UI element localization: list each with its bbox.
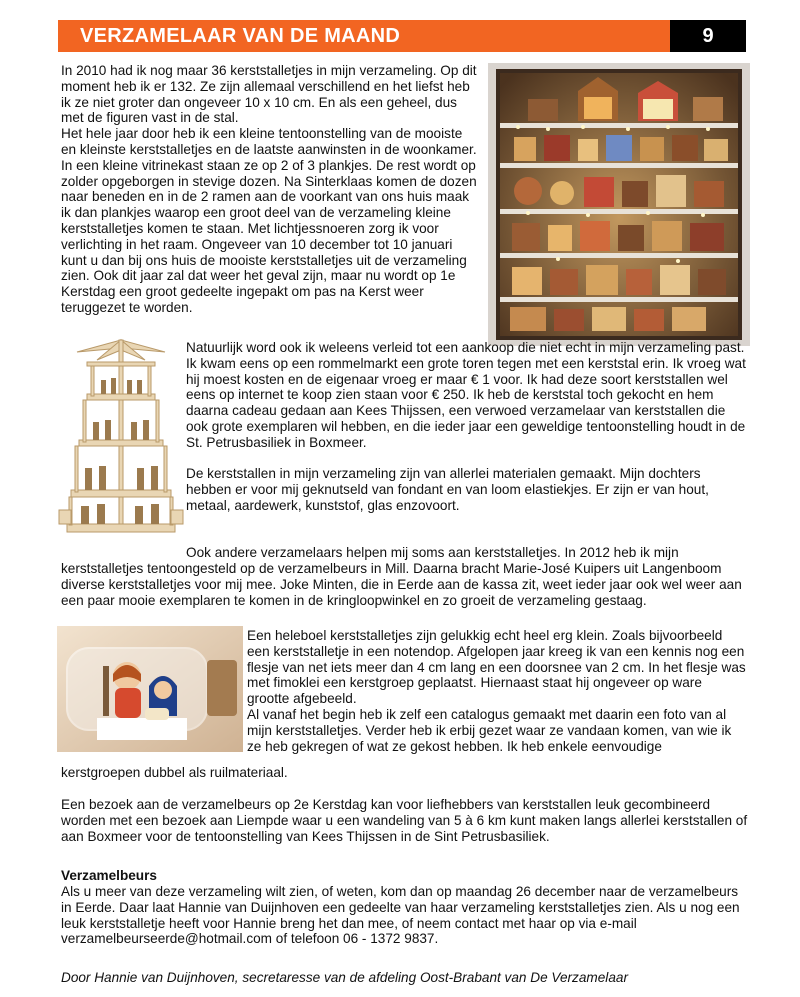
section-title: VERZAMELAAR VAN DE MAAND: [58, 20, 670, 52]
bottle-paragraph-1: Een heleboel kerststalletjes zijn gelukkig echt heel erg klein. Zoals bijvoorbeeld een kerststalletje in een notendop. Afgelopen jaar kreeg ik van een kennis nog een flesje van net iets meer dan 4 cm lang en een doorsnee van 2 cm. In het flesje was met fimoklei een kerstgroep geplaatst. Hiernaast staat hij ongeveer op ware grootte afgebeeld.: [247, 628, 746, 707]
byline: Door Hannie van Duijnhoven, secretaresse van de afdeling Oost-Brabant van De Verzamelaar: [61, 970, 628, 985]
display-case-photo: [488, 63, 750, 346]
catalogue-paragraph: Al vanaf het begin heb ik zelf een catalogus gemaakt met daarin een foto van al mijn kerststalletjes. Verder heb ik erbij gezet waar ze vandaan komen, van wie ik ze heb gekregen of wat ze gekost hebben. Ik heb enkele eenvoudige: [247, 706, 732, 754]
other-collectors-first-line: Ook andere verzamelaars helpen mij soms aan kerststalletjes. In 2012 heb ik mijn: [186, 545, 679, 560]
fair-heading: Verzamelbeurs: [61, 868, 157, 883]
intro-paragraph-2: Het hele jaar door heb ik een kleine tentoonstelling van de mooiste en kleinste kerststalletjes en de laatste aanwinsten in de woonkamer. In een kleine vitrinekast staan ze op 2 of 3 plankjes. De rest wordt op zolder opgeborgen in stevige dozen. Na Sinterklaas komen de dozen naar beneden en in de 2 ramen aan de voorkant van ons huis maak ik dan plankjes waarop een groot deel van de verzameling kleine kerststalletjes komen te staan. Met lichtjessnoeren zorg ik voor verlichting in het raam. Ongeveer van 10 december tot 10 januari kunt u dan bij ons huis de mooiste kerststalletjes uit de verzameling zien. Ook dit jaar zal dat weer het geval zijn, maar nu wordt op 1e Kerstdag een groot gedeelte ingepakt om pas na Kerst weer teruggezet te worden.: [61, 126, 477, 315]
page-header: [58, 20, 746, 52]
pyramid-text: [186, 340, 748, 514]
intro-paragraph-1: In 2010 had ik nog maar 36 kerststalletjes in mijn verzameling. Op dit moment heb ik er 132. Ze zijn allemaal verschillend en het liefst heb ik ze niet groter dan ongeveer 10 x 10 cm. En als een geheel, dus met de figuren vast in de stal.: [61, 63, 477, 126]
other-collectors-text: kerststalletjes tentoongesteld op de verzamelbeurs in Mill. Daarna bracht Marie-José Kuipers uit Langenboom diverse kerststalletjes voor mij mee. Joke Minten, die in Eerde aan de kassa zit, weet ieder jaar ook wel weer aan een paar mooie exemplaren te komen in de kringloopwinkel en zo groeit de verzameling gestaag.: [61, 561, 742, 608]
materials-paragraph: De kerststallen in mijn verzameling zijn van allerlei materialen gemaakt. Mijn dochters hebben er voor mij geknutseld van fondant en van loom elastiekjes. Er zijn er van hout, metaal, aardewerk, kunststof, glas enzovoort.: [186, 466, 709, 513]
christmas-pyramid-photo: [57, 334, 185, 544]
catalogue-paragraph-tail: kerstgroepen dubbel als ruilmateriaal.: [61, 765, 288, 780]
pyramid-paragraph-1: Natuurlijk word ook ik weleens verleid tot een aankoop die niet echt in mijn verzameling past. Ik kwam eens op een rommelmarkt een grote toren tegen met een kerststal erin. Ik vroeg wat hij moest kosten en de eigenaar vroeg er maar € 1 voor. Ik had deze soort kerststallen wel eens op internet te koop zien staan voor € 250. Ik heb de kerststal toch gekocht en hem daarna cadeau gedaan aan Kees Thijssen, een verwoed verzamelaar van kerststallen die ook grote exemplaren wil hebben, en die ieder jaar een geweldige tentoonstelling houdt in de St. Petrusbasiliek in Boxmeer.: [186, 340, 746, 450]
fair-paragraph: Als u meer van deze verzameling wilt zien, of weten, kom dan op maandag 26 december naar de verzamelbeurs in Eerde. Daar laat Hannie van Duijnhoven een gedeelte van haar verzameling kerststalletjes zien. Als u nog een leuk kerststalletje heeft voor Hannie breng het dan mee, of neem contact met haar op via e-mail verzamelbeurseerde@hotmail.com of telefoon 06 - 1372 9837.: [61, 884, 740, 947]
page-number: 9: [670, 20, 746, 52]
visit-paragraph: Een bezoek aan de verzamelbeurs op 2e Kerstdag kan voor liefhebbers van kerststallen leuk gecombineerd worden met een bezoek aan Liempde waar u een wandeling van 5 à 6 km kunt maken langs allerlei kerststallen of aan Boxmeer voor de tentoonstelling van Kees Thijssen in de Sint Petrusbasiliek.: [61, 797, 748, 844]
intro-text: [61, 63, 481, 316]
bottle-nativity-photo: [57, 626, 243, 752]
bottle-text: [247, 628, 747, 754]
